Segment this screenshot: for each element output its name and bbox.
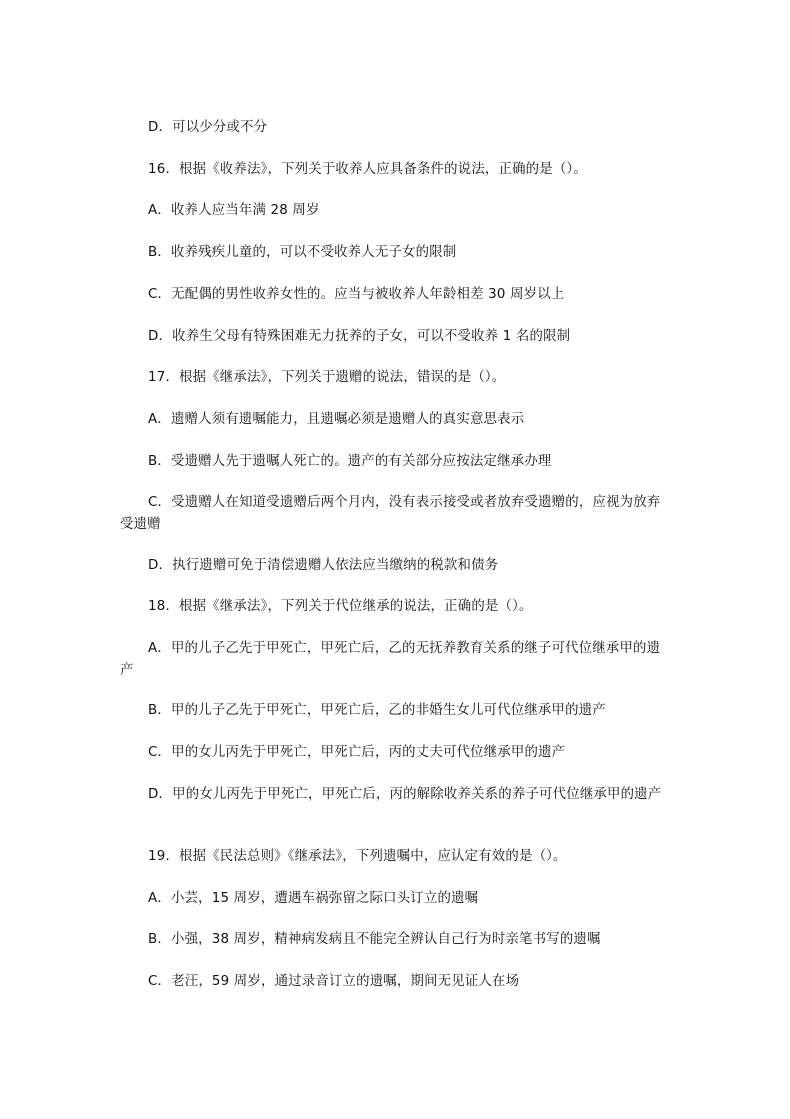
- q18-option-a: A．甲的儿子乙先于甲死亡，甲死亡后，乙的无抚养教育关系的继子可代位继承甲的遗产: [120, 641, 661, 678]
- q16-question: 16．根据《收养法》，下列关于收养人应具备条件的说法，正确的是（）。: [148, 162, 587, 177]
- q16-option-a: A．收养人应当年满 28 周岁: [148, 203, 320, 218]
- q15-option-d: D．可以少分或不分: [148, 120, 268, 135]
- q17-option-a: A．遗赠人须有遗嘱能力，且遗嘱必须是遗赠人的真实意思表示: [148, 412, 525, 427]
- q16-option-c: C．无配偶的男性收养女性的。应当与被收养人年龄相差 30 周岁以上: [148, 287, 565, 302]
- q17-question: 17．根据《继承法》，下列关于遗赠的说法，错误的是（）。: [148, 370, 506, 385]
- q19-option-c: C．老汪，59 周岁，通过录音订立的遗嘱，期间无见证人在场: [148, 974, 520, 989]
- q17-option-d: D．执行遗赠可免于清偿遗赠人依法应当缴纳的税款和债务: [148, 558, 499, 573]
- q18-option-d: D．甲的女儿丙先于甲死亡，甲死亡后，丙的解除收养关系的养子可代位继承甲的遗产: [148, 787, 662, 802]
- q18-option-b: B．甲的儿子乙先于甲死亡，甲死亡后，乙的非婚生女儿可代位继承甲的遗产: [148, 703, 606, 718]
- q17-option-b: B．受遗赠人先于遗嘱人死亡的。遗产的有关部分应按法定继承办理: [148, 454, 552, 469]
- q19-question: 19．根据《民法总则》《继承法》，下列遗嘱中，应认定有效的是（）。: [148, 849, 567, 864]
- q16-option-d: D．收养生父母有特殊困难无力抚养的子女，可以不受收养 1 名的限制: [148, 329, 571, 344]
- q17-option-c: C．受遗赠人在知道受遗赠后两个月内，没有表示接受或者放弃受遗赠的，应视为放弃受遗赠: [120, 495, 661, 532]
- q19-option-b: B．小强，38 周岁，精神病发病且不能完全辨认自己行为时亲笔书写的遗嘱: [148, 932, 601, 947]
- q19-option-a: A．小芸，15 周岁，遭遇车祸弥留之际口头订立的遗嘱: [148, 891, 479, 906]
- q18-question: 18．根据《继承法》，下列关于代位继承的说法，正确的是（）。: [148, 599, 533, 614]
- q18-option-c: C．甲的女儿丙先于甲死亡，甲死亡后，丙的丈夫可代位继承甲的遗产: [148, 745, 566, 760]
- q16-option-b: B．收养残疾儿童的，可以不受收养人无子女的限制: [148, 245, 457, 260]
